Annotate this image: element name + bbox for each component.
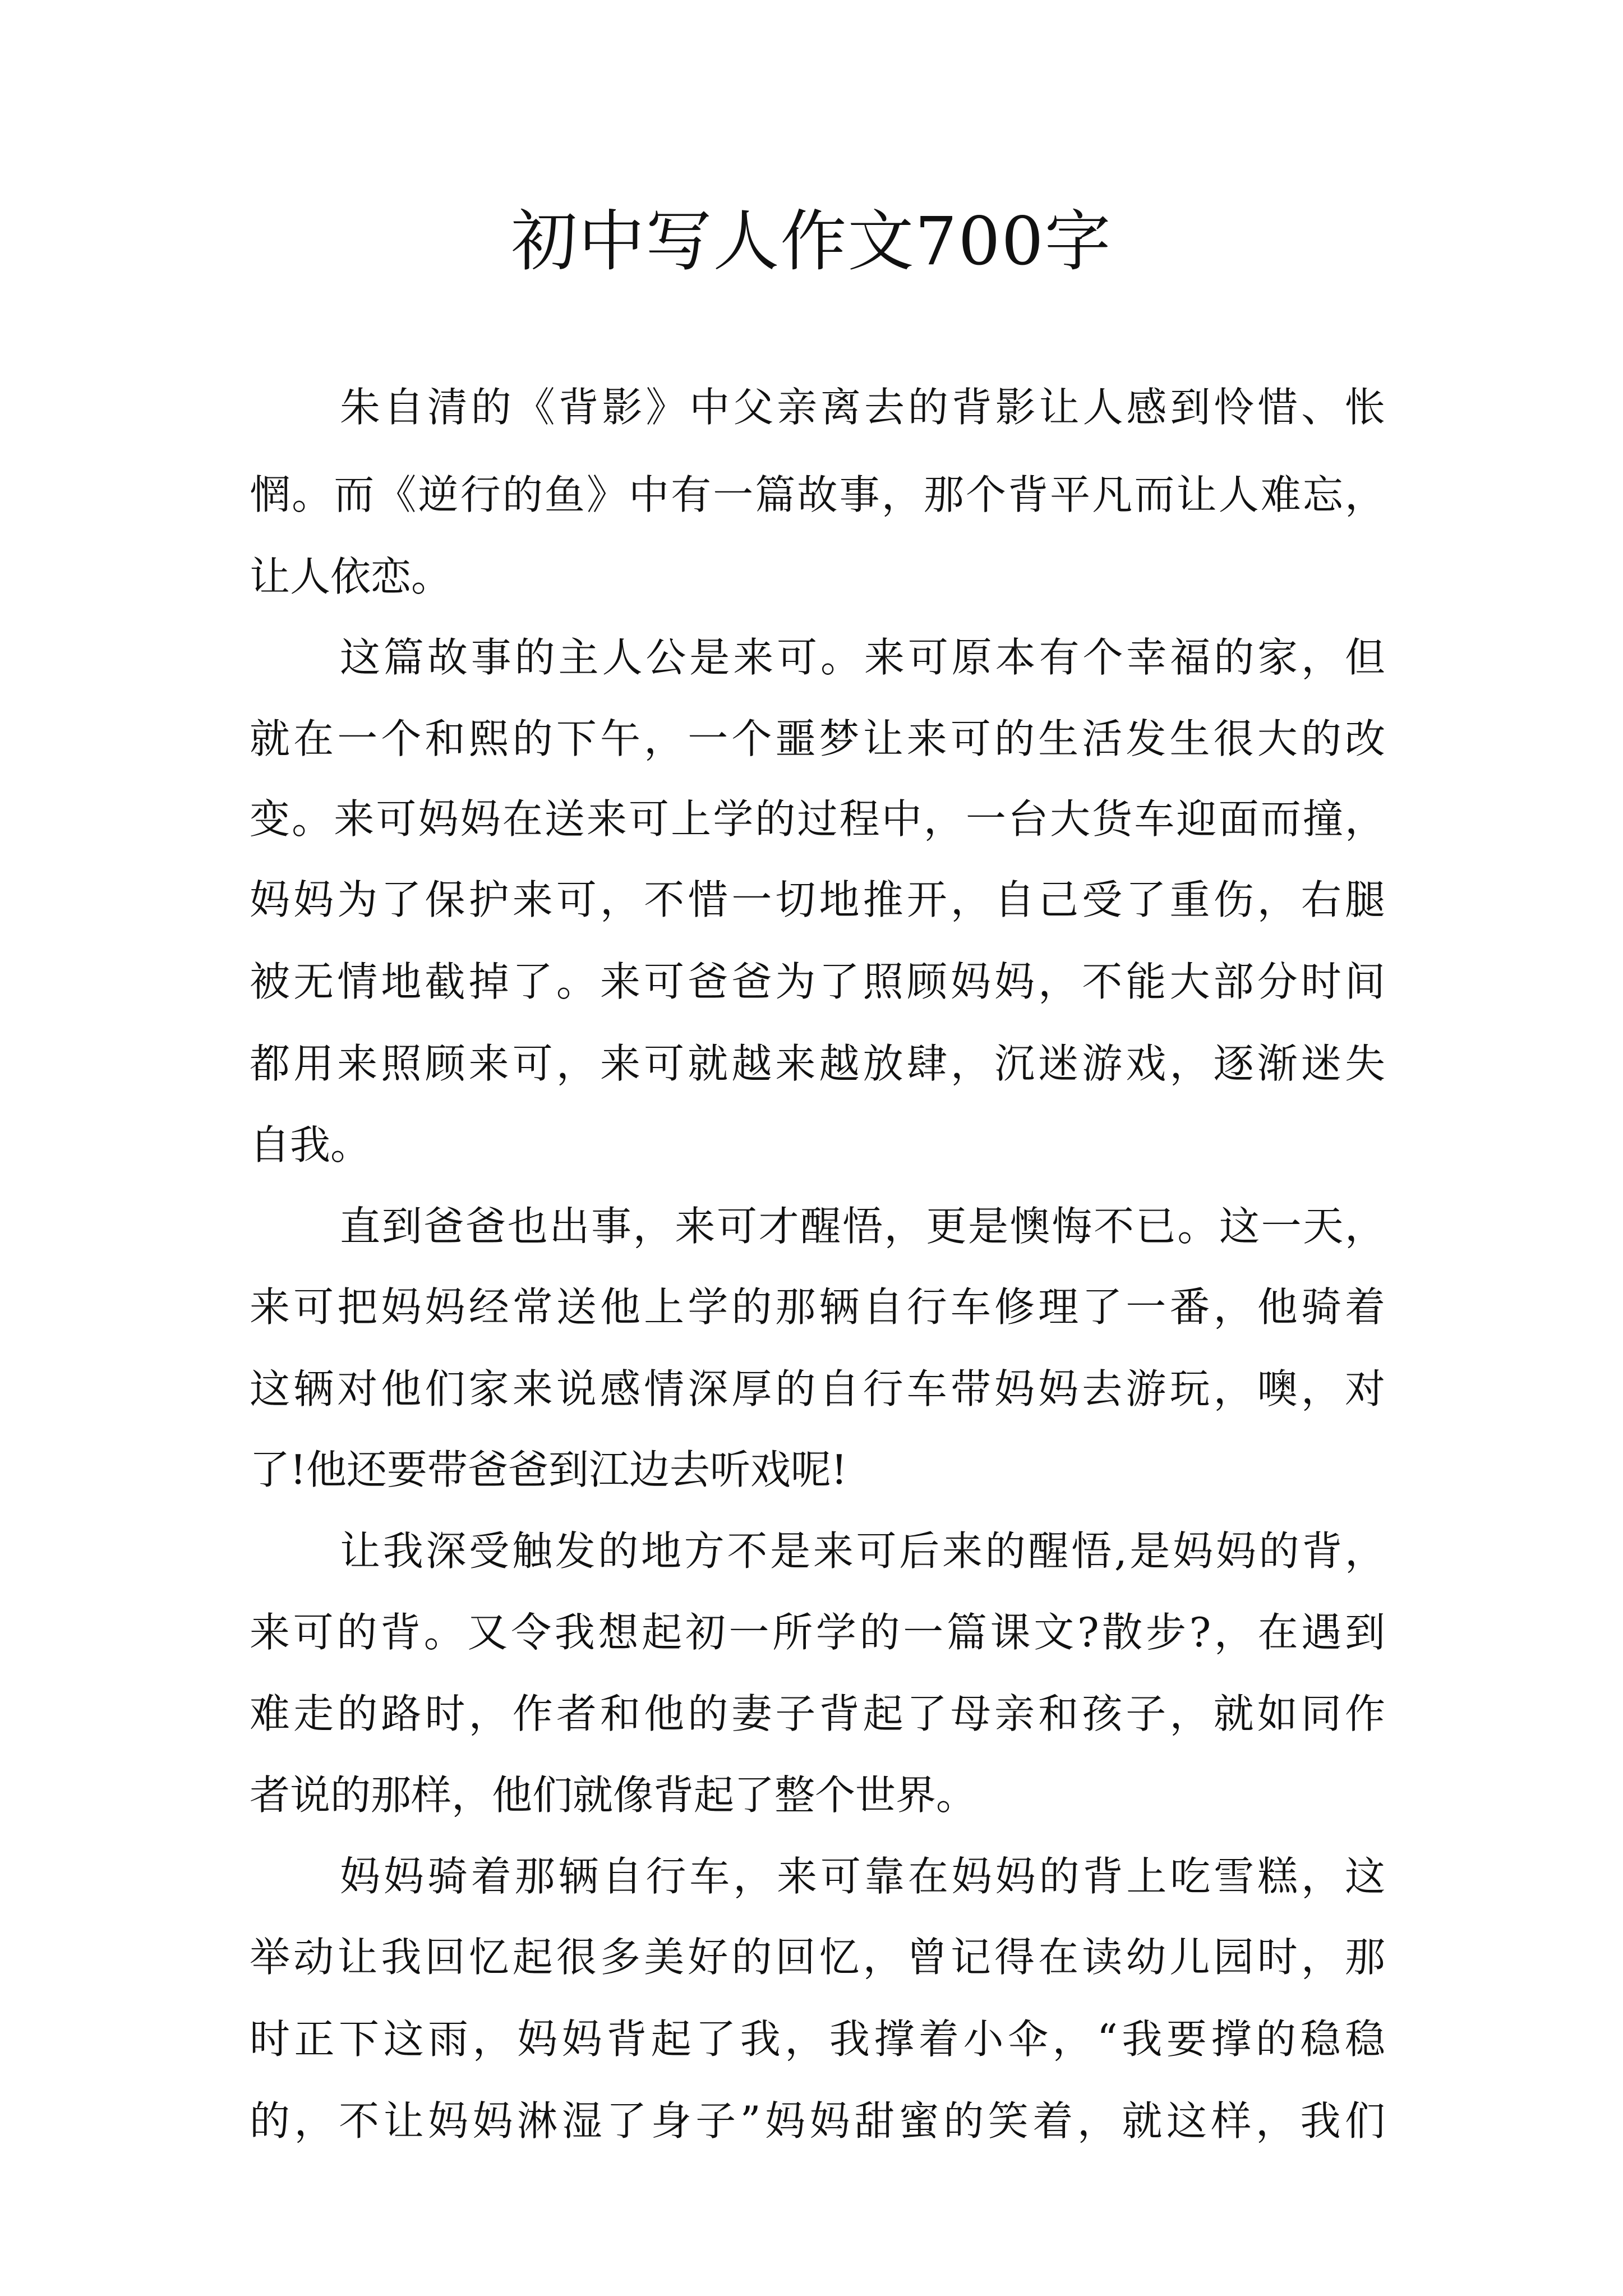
paragraph-2-line-1: 这篇故事的主人公是来可。来可原本有个幸福的家，但 (340, 634, 1385, 681)
paragraph-1-line-3: 让人依恋。 (250, 553, 452, 600)
paragraph-5-line-2: 举动让我回忆起很多美好的回忆，曾记得在读幼儿园时，那 (250, 1934, 1385, 1981)
paragraph-3-line-4: 了!他还要带爸爸到江边去听戏呢! (250, 1446, 847, 1493)
paragraph-2-line-7: 自我。 (250, 1121, 371, 1168)
paragraph-1-line-2: 惘。而《逆行的鱼》中有一篇故事，那个背平凡而让人难忘， (250, 471, 1385, 518)
paragraph-4-line-3: 难走的路时，作者和他的妻子背起了母亲和孩子，就如同作 (250, 1690, 1385, 1737)
paragraph-2-line-6: 都用来照顾来可，来可就越来越放肆，沉迷游戏，逐渐迷失 (250, 1040, 1385, 1087)
paragraph-5-line-4: 的，不让妈妈淋湿了身子”妈妈甜蜜的笑着，就这样，我们 (250, 2097, 1385, 2145)
document-title: 初中写人作文700字 (511, 203, 1112, 280)
paragraph-3-line-2: 来可把妈妈经常送他上学的那辆自行车修理了一番，他骑着 (250, 1283, 1385, 1331)
paragraph-1-line-1: 朱自清的《背影》中父亲离去的背影让人感到怜惜、怅 (340, 384, 1385, 431)
paragraph-2-line-5: 被无情地截掉了。来可爸爸为了照顾妈妈，不能大部分时间 (250, 958, 1385, 1005)
paragraph-3-line-1: 直到爸爸也出事，来可才醒悟，更是懊悔不已。这一天， (340, 1203, 1385, 1250)
paragraph-2-line-4: 妈妈为了保护来可，不惜一切地推开，自己受了重伤，右腿 (250, 876, 1385, 923)
paragraph-4-line-1: 让我深受触发的地方不是来可后来的醒悟,是妈妈的背， (340, 1527, 1385, 1575)
paragraph-5-line-3: 时正下这雨，妈妈背起了我，我撑着小伞，“我要撑的稳稳 (250, 2016, 1385, 2063)
paragraph-2-line-2: 就在一个和熙的下午，一个噩梦让来可的生活发生很大的改 (250, 715, 1385, 762)
paragraph-5-line-1: 妈妈骑着那辆自行车，来可靠在妈妈的背上吃雪糕，这 (340, 1853, 1385, 1900)
paragraph-3-line-3: 这辆对他们家来说感情深厚的自行车带妈妈去游玩，噢，对 (250, 1365, 1385, 1412)
paragraph-2-line-3: 变。来可妈妈在送来可上学的过程中，一台大货车迎面而撞， (250, 795, 1385, 843)
paragraph-4-line-2: 来可的背。又令我想起初一所学的一篇课文?散步?，在遇到 (250, 1609, 1385, 1656)
paragraph-4-line-4: 者说的那样，他们就像背起了整个世界。 (250, 1772, 977, 1819)
